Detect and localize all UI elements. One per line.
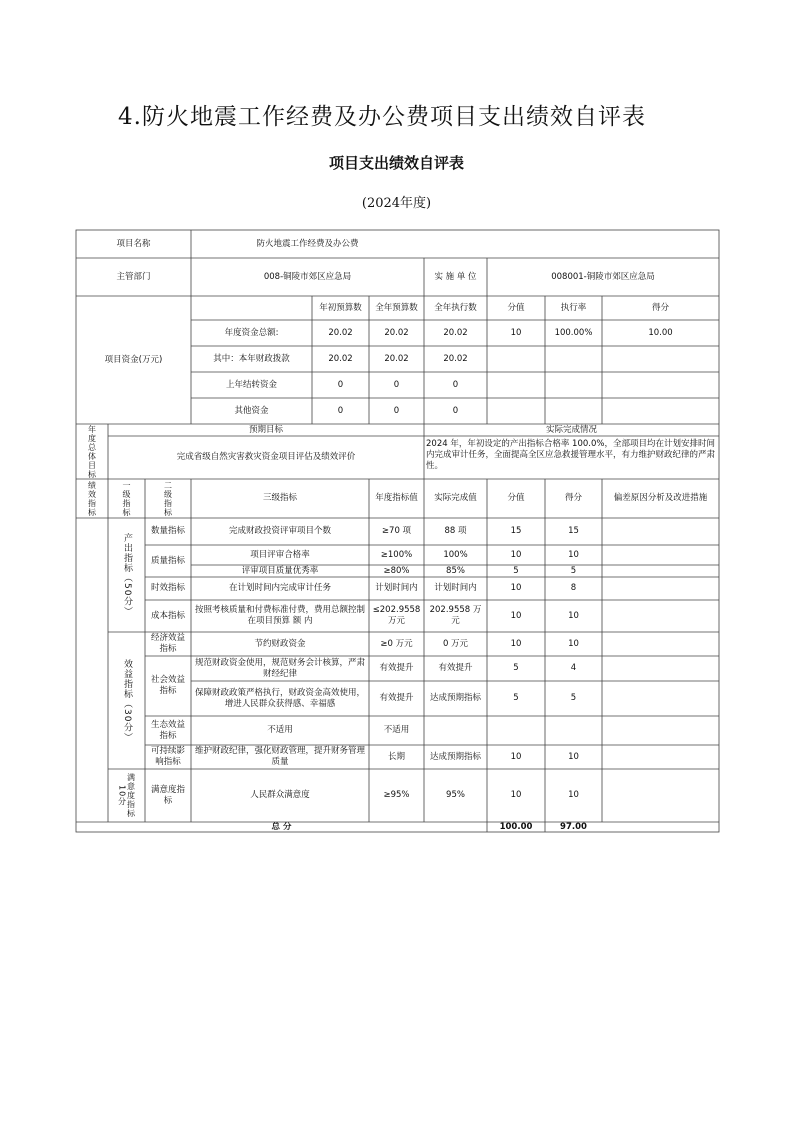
indicator-value: 15: [510, 526, 522, 536]
indicator-target: ≥95%: [383, 790, 410, 800]
indicator-score: 5: [570, 565, 577, 576]
project-name-value: 防火地震工作经费及办公费: [256, 238, 359, 249]
level2-ecological: 生态效益指标: [150, 719, 185, 741]
indicator-target: ≥100%: [380, 549, 413, 560]
indicator-target: ≥0 万元: [380, 638, 413, 649]
indicator-name: 维护财政纪律，强化财政管理，提升财务管理质量: [194, 746, 365, 767]
funds-header-initial: 年初预算数: [319, 302, 362, 313]
indicator-score: 10: [568, 638, 579, 649]
level2-economic: 经济效益指标: [150, 633, 185, 654]
indicator-actual: 有效提升: [438, 663, 473, 673]
indicator-value: [487, 716, 545, 745]
indicator-actual: [424, 716, 487, 745]
funds-cell: 20.02: [443, 327, 468, 338]
indicator-actual: 95%: [446, 790, 465, 800]
indicator-value: 5: [513, 663, 519, 673]
funds-cell: 10: [510, 327, 522, 338]
funds-cell: 0: [452, 405, 459, 416]
indicator-score: [545, 716, 602, 745]
funds-cell: 0: [393, 379, 400, 390]
funds-cell: 20.02: [384, 353, 409, 364]
indicator-score: 10: [568, 610, 579, 621]
goals-expected-header: 预期目标: [248, 424, 283, 435]
perf-label: 绩效指标: [87, 480, 97, 517]
funds-cell: 10.00: [648, 327, 673, 338]
goals-label: 年度总体目标: [87, 424, 97, 479]
level1-benefit: 效益指标（30分）: [122, 658, 132, 743]
indicator-value: 10: [510, 610, 522, 621]
funds-cell: 0: [337, 405, 344, 416]
indicator-target: ≥80%: [383, 565, 410, 576]
indicator-name: 在计划时间内完成审计任务: [228, 583, 331, 593]
indicator-name: 按照考核质量和付费标准付费，费用总额控制在项目预算 额 内: [194, 605, 365, 626]
indicator-name: 保障财政政策严格执行，财政资金高效使用，增进人民群众获得感、幸福感: [194, 687, 365, 709]
indicator-target: 计划时间内: [375, 583, 418, 593]
indicator-target: 有效提升: [379, 693, 414, 703]
goals-actual: 2024 年，年初设定的产出指标合格率 100.0%，全部项目均在计划安排时间内完成审计任务，全面提高全区应急救援管理水平，有力维护财政纪律的严肃性。: [426, 439, 716, 471]
perf-header-level1: 一级指标: [122, 480, 131, 517]
indicator-value: 10: [510, 790, 522, 800]
indicator-actual: 202.9558 万元: [429, 605, 482, 626]
funds-row-label: 年度资金总额:: [224, 327, 279, 338]
indicator-target: ≥70 项: [381, 526, 412, 536]
indicator-score: 10: [568, 790, 579, 800]
level1-satisfaction: 满意度指标10分: [117, 773, 136, 818]
indicator-name: 项目评审合格率: [250, 549, 310, 560]
level2-quantity: 数量指标: [150, 526, 185, 536]
indicator-score: 4: [570, 663, 577, 673]
level2-satisfaction: 满意度指标: [150, 784, 185, 806]
total-value: 100.00: [499, 822, 533, 832]
perf-header-level2: 二级指标: [163, 480, 173, 517]
form-year: (2024年度): [361, 196, 432, 211]
indicator-score: 5: [570, 693, 577, 703]
indicator-name: 完成财政投资评审项目个数: [228, 526, 331, 536]
indicator-value: 10: [510, 549, 522, 560]
indicator-value: 5: [513, 693, 519, 703]
indicator-name: 评审项目质量优秀率: [241, 565, 319, 576]
indicator-target: 有效提升: [379, 663, 414, 673]
indicator-actual: 达成预期指标: [429, 693, 481, 703]
indicator-target: 不适用: [383, 725, 410, 735]
total-score: 97.00: [560, 822, 587, 832]
indicator-name: 规范财政资金使用，规范财务会计核算，严肃财经纪律: [194, 657, 365, 679]
funds-cell: 100.00%: [554, 327, 593, 338]
funds-cell: 20.02: [328, 353, 353, 364]
dept-value: 008-铜陵市郊区应急局: [263, 271, 352, 282]
level2-cost: 成本指标: [150, 610, 185, 621]
funds-row-label: 其中：本年财政拨款: [213, 353, 290, 364]
indicator-name: 人民群众满意度: [250, 790, 310, 800]
goals-actual-header: 实际完成情况: [545, 424, 597, 435]
perf-header-score: 得分: [564, 493, 582, 503]
goals-expected: 完成省级自然灾害救灾资金项目评估及绩效评价: [176, 452, 356, 462]
unit-label: 实 施 单 位: [434, 271, 477, 282]
indicator-value: 10: [510, 583, 522, 593]
funds-cell: 20.02: [384, 327, 409, 338]
unit-value: 008001-铜陵市郊区应急局: [551, 271, 655, 282]
indicator-score: 8: [570, 583, 577, 593]
indicator-value: 10: [510, 638, 522, 649]
level1-output: 产出指标（50分）: [122, 533, 132, 617]
page-heading: 4.防火地震工作经费及办公费项目支出绩效自评表: [118, 104, 646, 130]
level2-quality: 质量指标: [150, 555, 185, 566]
indicator-name: 节约财政资金: [254, 638, 306, 649]
perf-header-value: 分值: [507, 493, 525, 503]
perf-header-deviation: 偏差原因分析及改进措施: [613, 493, 708, 503]
funds-header-score-value: 分值: [507, 302, 525, 313]
indicator-score: 15: [568, 526, 579, 536]
indicator-value: 5: [513, 565, 519, 576]
form-title: 项目支出绩效自评表: [328, 154, 464, 172]
project-name-label: 项目名称: [116, 238, 151, 249]
level2-social: 社会效益指标: [150, 675, 185, 696]
funds-cell: 20.02: [443, 353, 468, 364]
dept-label: 主管部门: [116, 271, 151, 282]
funds-label: 项目资金(万元): [104, 354, 163, 365]
total-label: 总 分: [271, 822, 292, 832]
funds-header-executed: 全年执行数: [434, 302, 477, 313]
indicator-actual: 计划时间内: [434, 583, 477, 593]
indicator-actual: 达成预期指标: [429, 751, 481, 762]
indicator-actual: 88 项: [444, 526, 467, 536]
funds-header-rate: 执行率: [560, 302, 587, 313]
indicator-score: 10: [568, 751, 579, 762]
level2-timeliness: 时效指标: [150, 583, 185, 593]
funds-header-annual: 全年预算数: [375, 302, 418, 313]
funds-cell: 0: [393, 405, 400, 416]
indicator-value: 10: [510, 751, 522, 762]
funds-row-label: 其他资金: [234, 405, 269, 416]
indicator-target: ≤202.9558 万元: [372, 605, 421, 626]
indicator-actual: 100%: [443, 549, 468, 560]
funds-cell: 0: [337, 379, 344, 390]
funds-row-label: 上年结转资金: [225, 379, 277, 390]
indicator-actual: 85%: [446, 565, 465, 576]
perf-header-target: 年度指标值: [375, 493, 418, 503]
indicator-target: 长期: [387, 751, 405, 762]
indicator-name: 不适用: [267, 725, 293, 735]
perf-header-level3: 三级指标: [262, 493, 297, 503]
funds-cell: 20.02: [328, 327, 353, 338]
perf-header-actual: 实际完成值: [434, 493, 477, 503]
funds-header-score: 得分: [651, 302, 669, 313]
level2-sustainable: 可持续影响指标: [150, 746, 185, 767]
indicator-score: 10: [568, 549, 579, 560]
indicator-actual: 0 万元: [442, 638, 469, 649]
funds-cell: 0: [452, 379, 459, 390]
